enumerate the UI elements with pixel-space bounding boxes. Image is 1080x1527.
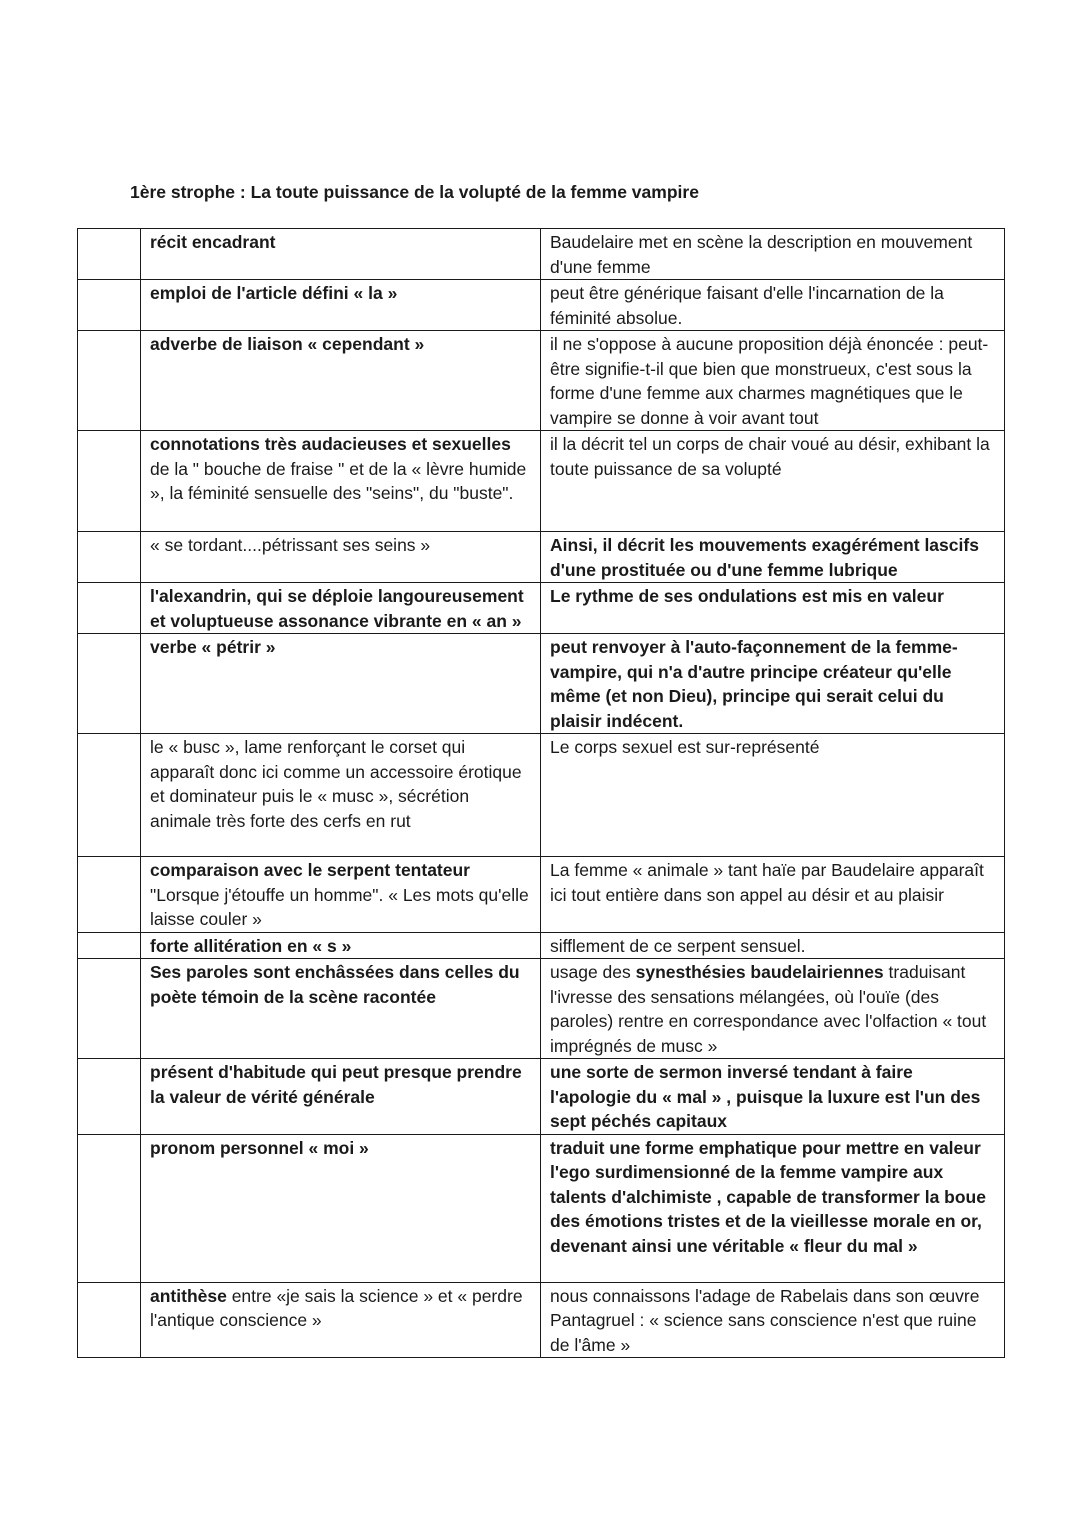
cell-text-segment: traduisant l'ivresse des sensations mélangées, où l'ouïe (des paroles) rentre en correspondance avec l'olfaction « tout imprégnés de musc » — [550, 962, 987, 1056]
cell-text-segment: de la " bouche de fraise " et de la « lèvre humide », la féminité sensuelle des "seins", du "buste". — [150, 458, 527, 503]
empty-cell — [78, 1134, 141, 1282]
cell-text-segment: « se tordant....pétrissant ses seins » — [150, 535, 431, 555]
interpretation-cell — [541, 857, 1005, 933]
cell-text-segment: pronom personnel « moi » — [150, 1137, 369, 1158]
empty-cell — [78, 280, 141, 331]
device-cell — [141, 959, 541, 1059]
table-row — [78, 1282, 1005, 1358]
analysis-table — [77, 228, 1005, 1358]
empty-cell — [78, 734, 141, 857]
cell-text-segment: adverbe de liaison « cependant » — [150, 334, 425, 354]
table-row — [78, 857, 1005, 933]
device-cell — [141, 634, 541, 734]
table-row — [78, 634, 1005, 734]
device-cell — [141, 583, 541, 634]
table-row — [78, 959, 1005, 1059]
interpretation-cell — [541, 1134, 1005, 1282]
table-row — [78, 1059, 1005, 1135]
device-cell — [141, 932, 541, 959]
cell-text-segment: peut renvoyer à l'auto-façonnement de la femme-vampire, qui n'a d'autre principe créateur qu'elle même (et non Dieu), principe qui serait celui du plaisir indécent. — [550, 637, 958, 731]
empty-cell — [78, 959, 141, 1059]
cell-text-segment: Ses paroles sont enchâssées dans celles du poète témoin de la scène racontée — [150, 962, 520, 1007]
empty-cell — [78, 1282, 141, 1358]
interpretation-cell — [541, 1059, 1005, 1135]
interpretation-cell — [541, 532, 1005, 583]
interpretation-cell — [541, 229, 1005, 280]
cell-text-segment: synesthésies baudelairiennes — [635, 962, 884, 982]
device-cell — [141, 280, 541, 331]
device-cell — [141, 734, 541, 857]
interpretation-cell — [541, 583, 1005, 634]
interpretation-cell — [541, 331, 1005, 431]
cell-text-segment: connotations très audacieuses et sexuelles — [150, 434, 511, 454]
cell-text-segment: La femme « animale » tant haïe par Baudelaire apparaît ici tout entière dans son appel au désir et au plaisir — [550, 860, 984, 905]
table-row — [78, 431, 1005, 532]
empty-cell — [78, 583, 141, 634]
cell-text-segment: nous connaissons l'adage de Rabelais dans son œuvre Pantagruel : « science sans conscience n'est que ruine de l'âme » — [550, 1285, 980, 1355]
cell-text-segment: une sorte de sermon inversé tendant à faire l'apologie du « mal » , puisque la luxure est l'un des sept péchés capitaux — [550, 1062, 981, 1131]
page-title: 1ère strophe : La toute puissance de la volupté de la femme vampire — [130, 182, 699, 202]
cell-text-segment: traduit une forme emphatique pour mettre en valeur l'ego surdimensionné de la femme vampire aux talents d'alchimiste , capable de transformer la boue des émotions tristes et de la vieillesse morale en or, devenant ainsi une véritable « fleur du mal » — [550, 1137, 986, 1256]
device-cell — [141, 857, 541, 933]
cell-text-segment: emploi de l'article défini « la » — [150, 283, 398, 303]
device-cell — [141, 331, 541, 431]
cell-text-segment: Baudelaire met en scène la description en mouvement d'une femme — [550, 232, 973, 277]
device-cell — [141, 431, 541, 532]
cell-text-segment: récit encadrant — [150, 232, 276, 252]
table-row — [78, 583, 1005, 634]
interpretation-cell — [541, 431, 1005, 532]
cell-text-segment: il la décrit tel un corps de chair voué au désir, exhibant la toute puissance de sa volupté — [550, 434, 990, 479]
interpretation-cell — [541, 634, 1005, 734]
device-cell — [141, 1059, 541, 1135]
empty-cell — [78, 229, 141, 280]
cell-text-segment: usage des — [550, 962, 636, 982]
interpretation-cell — [541, 959, 1005, 1059]
cell-text-segment: antithèse — [150, 1285, 227, 1306]
cell-text-segment: Le rythme de ses ondulations est mis en valeur — [550, 586, 944, 606]
cell-text-segment: verbe « pétrir » — [150, 637, 276, 657]
empty-cell — [78, 932, 141, 959]
cell-text-segment: sifflement de ce serpent sensuel. — [550, 935, 806, 956]
cell-text-segment: comparaison avec le serpent tentateur — [150, 860, 470, 880]
table-row — [78, 331, 1005, 431]
empty-cell — [78, 431, 141, 532]
cell-text-segment: présent d'habitude qui peut presque prendre la valeur de vérité générale — [150, 1062, 522, 1107]
cell-text-segment: le « busc », lame renforçant le corset qui apparaît donc ici comme un accessoire érotique et dominateur puis le « musc », sécrétion animale très forte des cerfs en rut — [150, 737, 522, 831]
cell-text-segment: il ne s'oppose à aucune proposition déjà énoncée : peut-être signifie-t-il que bien que monstrueux, c'est sous la forme d'une femme aux charmes magnétiques que le vampire se donne à voir avant tout — [550, 334, 989, 428]
device-cell — [141, 532, 541, 583]
table-row — [78, 1134, 1005, 1282]
device-cell — [141, 1282, 541, 1358]
cell-text-segment: forte allitération en « s » — [150, 935, 352, 956]
device-cell — [141, 229, 541, 280]
cell-text-segment: l'alexandrin, qui se déploie langoureusement et voluptueuse assonance vibrante en « an » — [150, 586, 524, 631]
interpretation-cell — [541, 280, 1005, 331]
empty-cell — [78, 1059, 141, 1135]
cell-text-segment: peut être générique faisant d'elle l'incarnation de la féminité absolue. — [550, 283, 944, 328]
empty-cell — [78, 634, 141, 734]
cell-text-segment: Ainsi, il décrit les mouvements exagérément lascifs d'une prostituée ou d'une femme lubrique — [550, 535, 979, 580]
interpretation-cell — [541, 1282, 1005, 1358]
device-cell — [141, 1134, 541, 1282]
interpretation-cell — [541, 932, 1005, 959]
table-row — [78, 532, 1005, 583]
table-row — [78, 280, 1005, 331]
empty-cell — [78, 532, 141, 583]
table-row — [78, 932, 1005, 959]
cell-text-segment: Le corps sexuel est sur-représenté — [550, 737, 820, 757]
empty-cell — [78, 857, 141, 933]
table-row — [78, 734, 1005, 857]
interpretation-cell — [541, 734, 1005, 857]
empty-cell — [78, 331, 141, 431]
cell-text-segment: entre «je sais la science » et « perdre l'antique conscience » — [150, 1285, 523, 1330]
table-row — [78, 229, 1005, 280]
cell-text-segment: "Lorsque j'étouffe un homme". « Les mots qu'elle laisse couler » — [150, 884, 529, 929]
analysis-table-body — [78, 229, 1005, 1358]
